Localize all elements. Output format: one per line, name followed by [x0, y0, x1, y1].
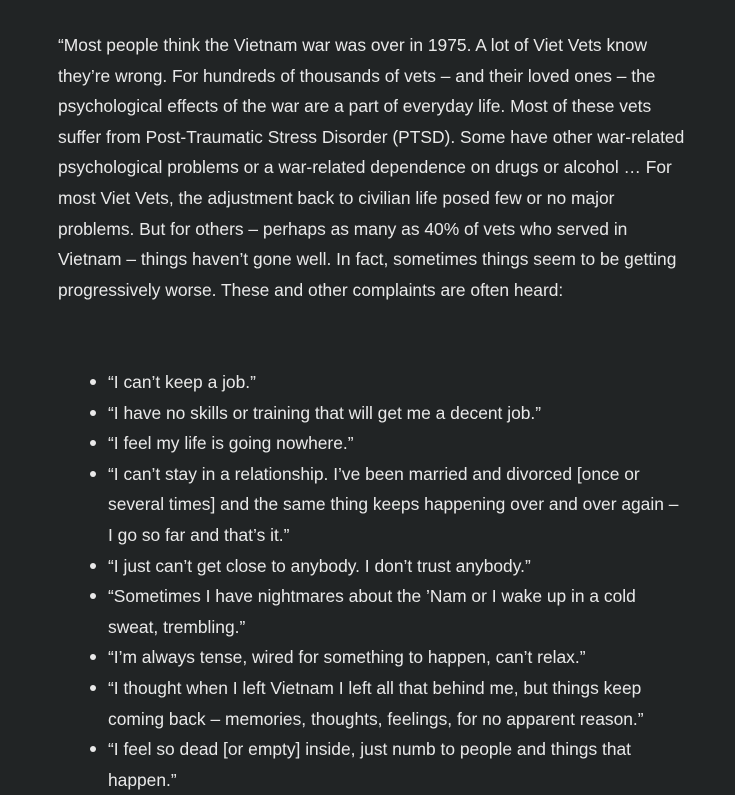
- bullet-icon: [90, 685, 96, 691]
- complaints-list: [90, 367, 680, 795]
- bullet-icon: [90, 593, 96, 599]
- bullet-icon: [90, 471, 96, 477]
- article-body: [58, 30, 688, 305]
- complaint-text: “I can’t stay in a relationship. I’ve been married and divorced [once or several times] and the same thing keeps happening over and over again – I go so far and that’s it.”: [108, 463, 679, 545]
- bullet-icon: [90, 440, 96, 446]
- bullet-icon: [90, 563, 96, 569]
- list-item: [90, 734, 680, 795]
- complaint-text: “I have no skills or training that will get me a decent job.”: [108, 402, 542, 423]
- intro-paragraph: “Most people think the Vietnam war was over in 1975. A lot of Viet Vets know they’re wrong. For hundreds of thousands of vets – and their loved ones – the psychological effects of the war are a part of everyday life. Most of these vets suffer from Post-Traumatic Stress Disorder (PTSD). Some have other war-related psychological problems or a war-related dependence on drugs or alcohol … For most Viet Vets, the adjustment back to civilian life posed few or no major problems. But for others – perhaps as many as 40% of vets who served in Vietnam – things haven’t gone well. In fact, sometimes things seem to be getting progressively worse. These and other complaints are often heard:: [58, 35, 685, 300]
- complaint-text: “I feel so dead [or empty] inside, just numb to people and things that happen.”: [108, 739, 632, 790]
- list-item: [90, 581, 680, 642]
- bullet-icon: [90, 746, 96, 752]
- list-item: [90, 459, 680, 551]
- list-item: [90, 367, 680, 398]
- list-item: [90, 428, 680, 459]
- list-item: [90, 642, 680, 673]
- complaint-text: “I’m always tense, wired for something to happen, can’t relax.”: [108, 647, 586, 668]
- list-item: [90, 673, 680, 734]
- list-item: [90, 398, 680, 429]
- bullet-icon: [90, 654, 96, 660]
- complaint-text: “I thought when I left Vietnam I left all that behind me, but things keep coming back – memories, thoughts, feelings, for no apparent reason.”: [108, 677, 644, 729]
- bullet-icon: [90, 410, 96, 416]
- complaint-text: “I feel my life is going nowhere.”: [108, 433, 354, 454]
- complaint-text: “I just can’t get close to anybody. I don’t trust anybody.”: [108, 555, 531, 576]
- bullet-icon: [90, 379, 96, 385]
- complaint-text: “Sometimes I have nightmares about the ’Nam or I wake up in a cold sweat, trembling.”: [108, 586, 636, 637]
- complaint-text: “I can’t keep a job.”: [108, 372, 256, 392]
- list-item: [90, 551, 680, 582]
